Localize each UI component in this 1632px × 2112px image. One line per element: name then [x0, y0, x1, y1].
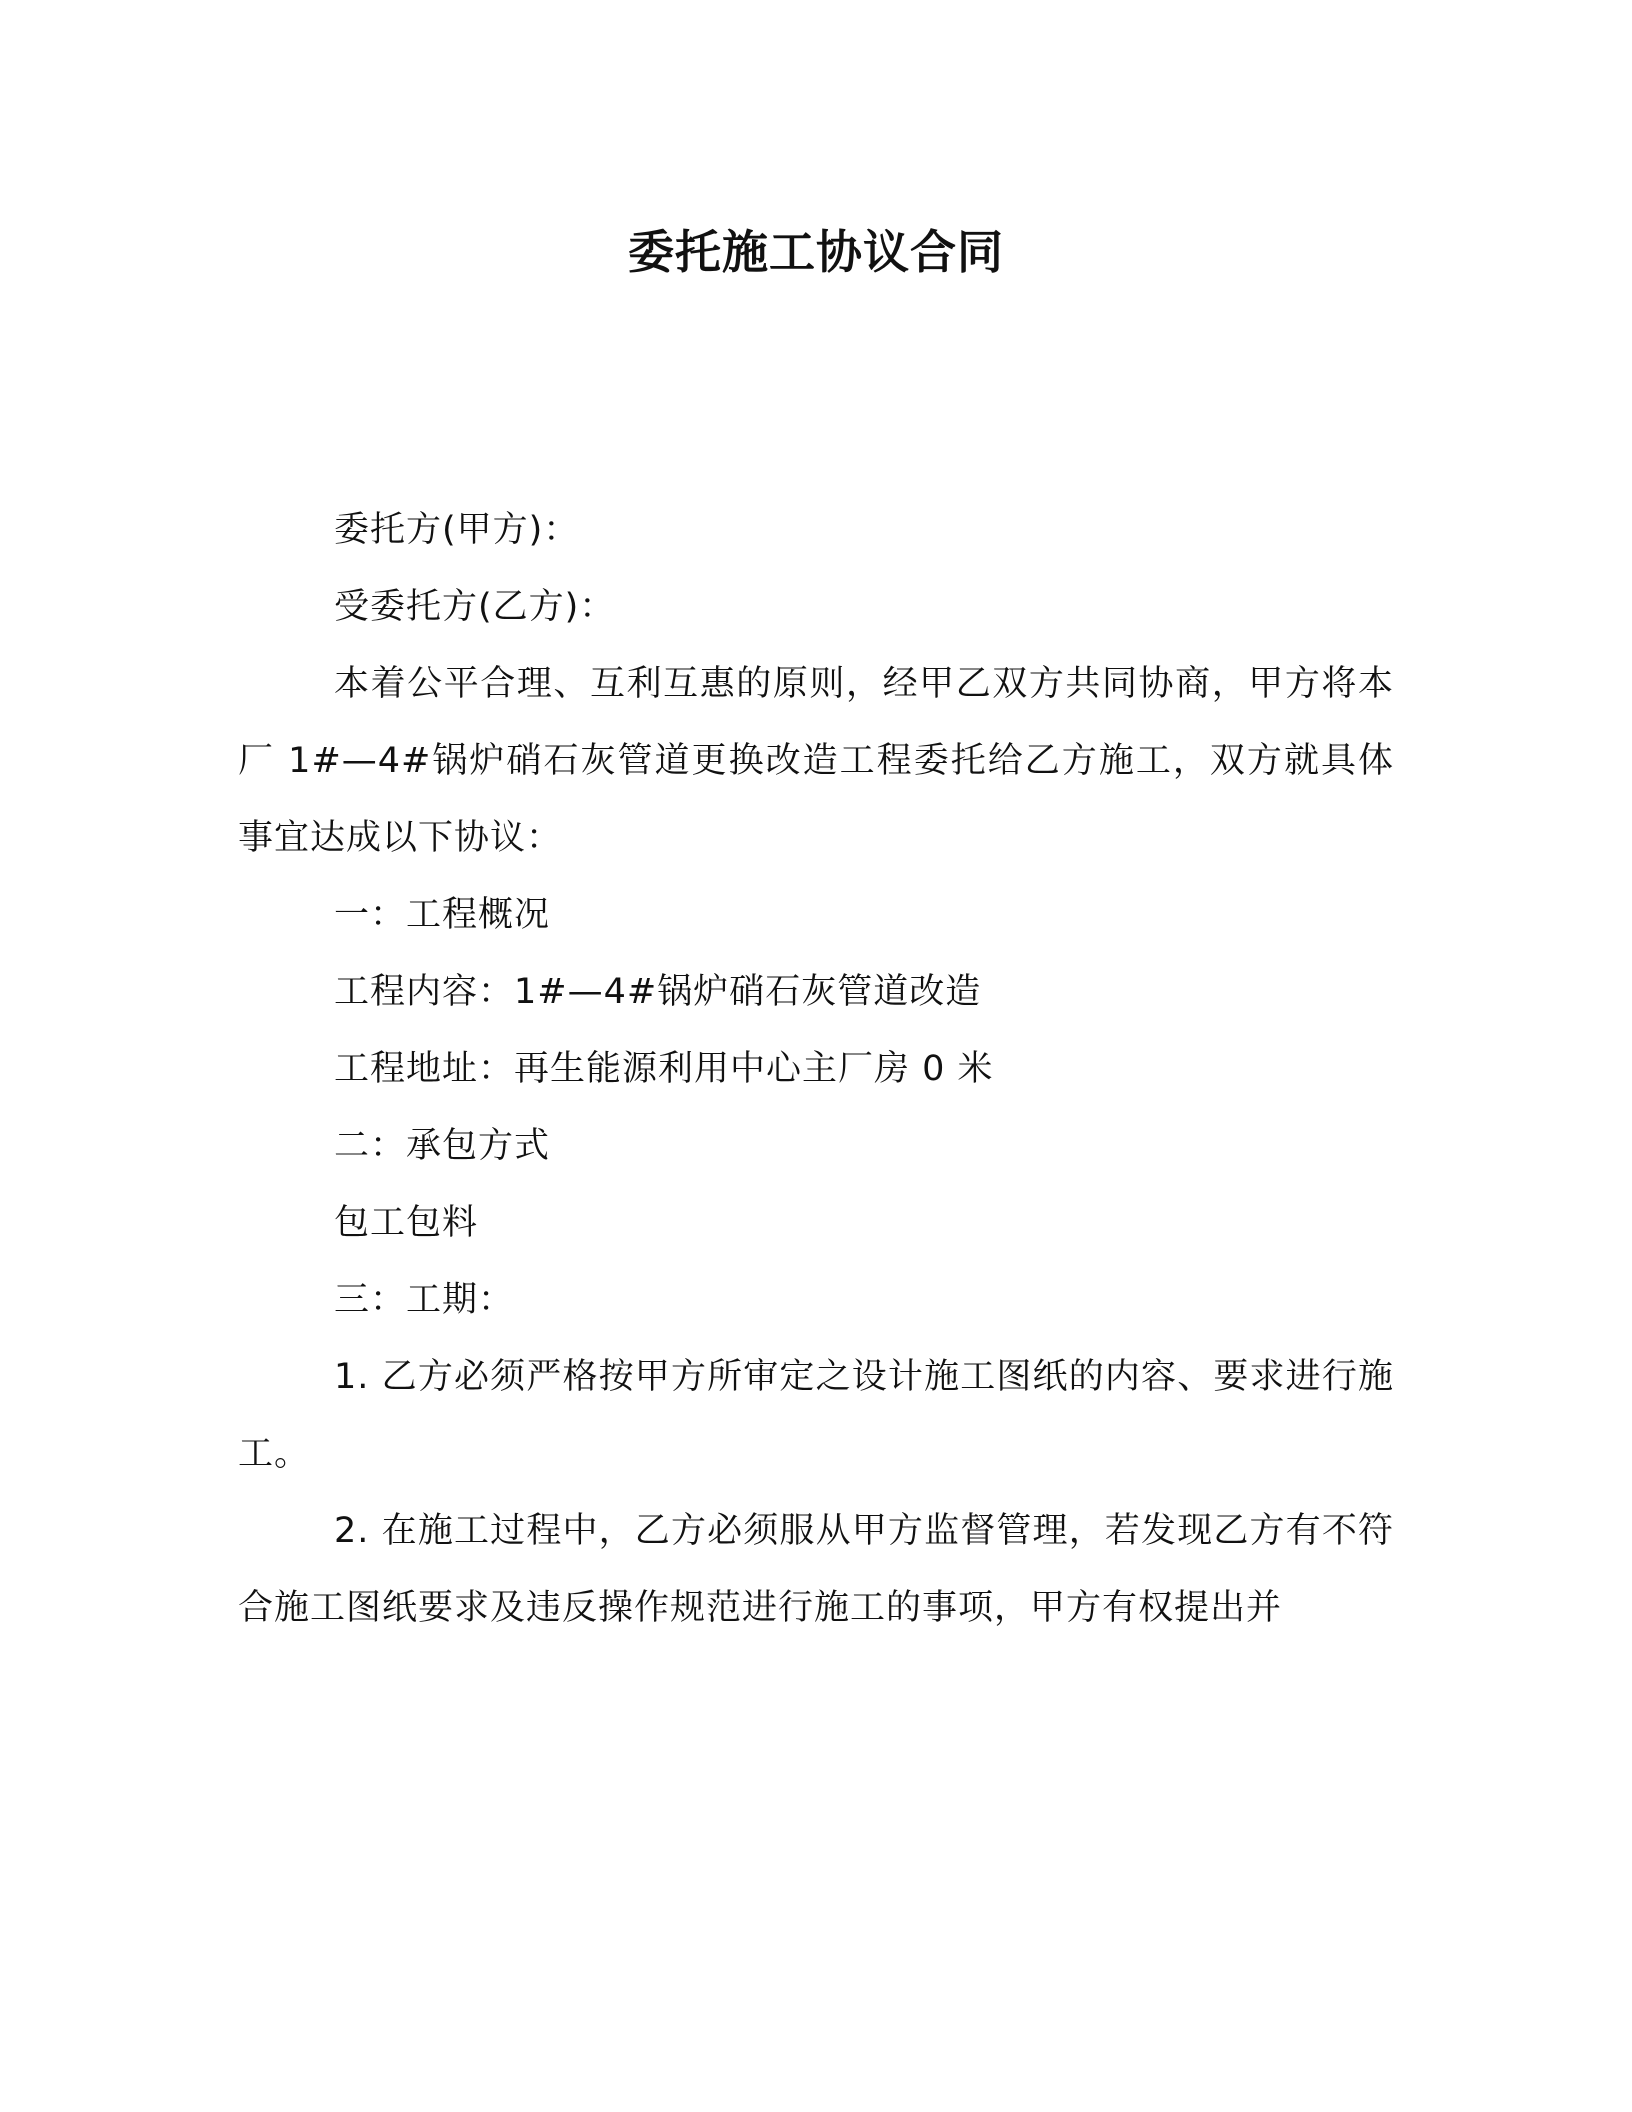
- party-a-line: 委托方(甲方)：: [334, 510, 580, 550]
- section-heading-project-overview: 一：工程概况: [334, 895, 551, 935]
- contract-method-line: 包工包料: [334, 1203, 479, 1243]
- project-address-line: 工程地址：再生能源利用中心主厂房 0 米: [334, 1049, 994, 1089]
- party-b-line: 受委托方(乙方)：: [334, 587, 616, 627]
- clause-2-paragraph: 2. 在施工过程中，乙方必须服从甲方监督管理，若发现乙方有不符合施工图纸要求及违反操作规范进行施工的事项，甲方有权提出并: [238, 1511, 1394, 1628]
- section-heading-schedule: 三：工期：: [334, 1280, 515, 1320]
- clause-1-paragraph: 1. 乙方必须严格按甲方所审定之设计施工图纸的内容、要求进行施工。: [238, 1357, 1394, 1474]
- section-heading-contract-method: 二：承包方式: [334, 1126, 551, 1166]
- project-content-line: 工程内容：1#—4#锅炉硝石灰管道改造: [334, 972, 982, 1012]
- document-body: [238, 492, 1394, 1647]
- document-title: 委托施工协议合同: [628, 225, 1004, 279]
- preamble-paragraph: 本着公平合理、互利互惠的原则，经甲乙双方共同协商，甲方将本厂 1#—4#锅炉硝石灰管道更换改造工程委托给乙方施工，双方就具体事宜达成以下协议：: [238, 664, 1394, 858]
